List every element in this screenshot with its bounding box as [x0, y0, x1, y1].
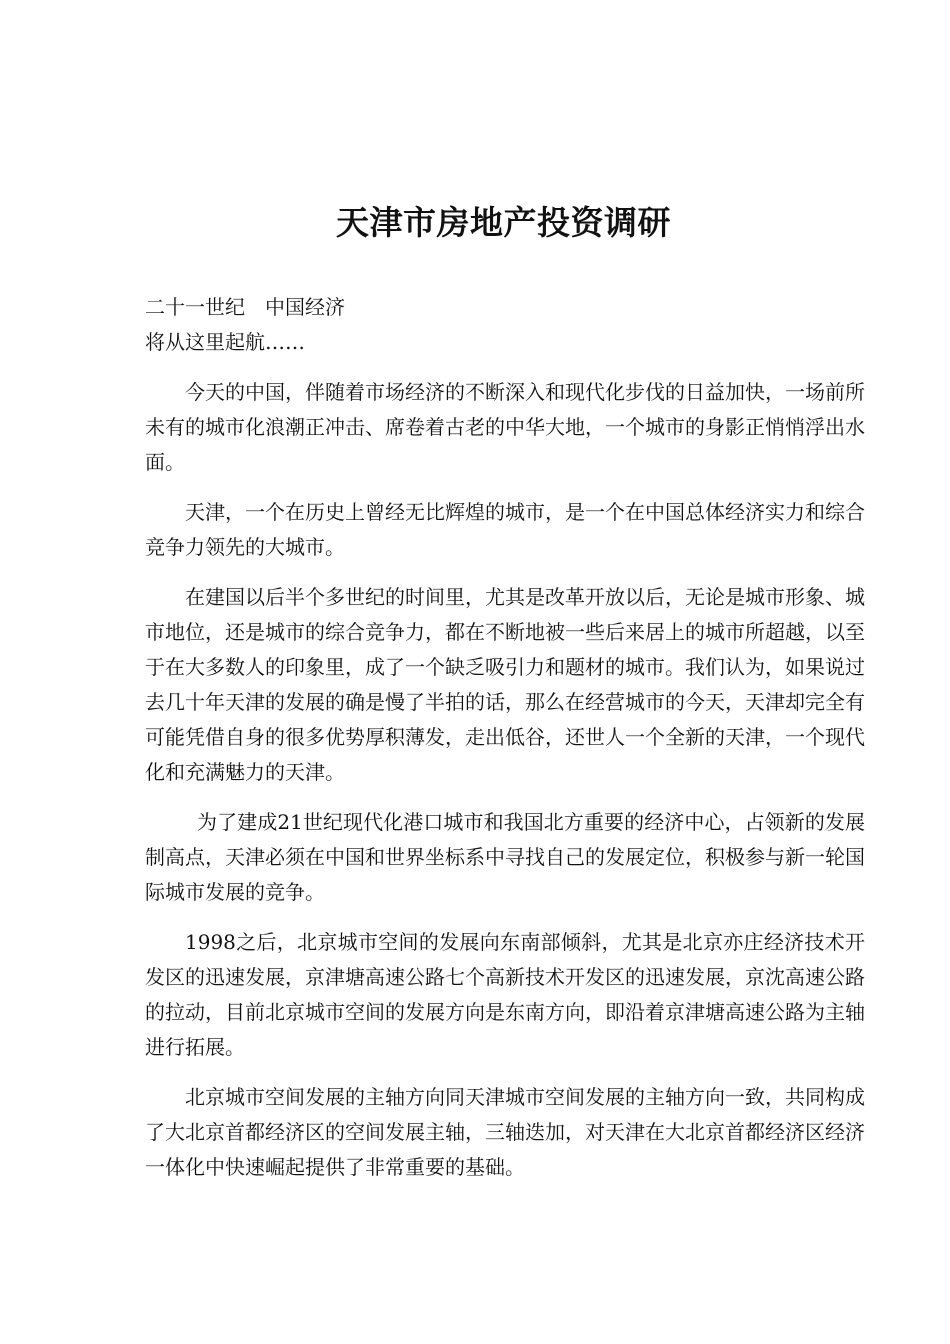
paragraph-5: 1998之后，北京城市空间的发展向东南部倾斜，尤其是北京亦庄经济技术开发区的迅速发展，京津塘高速公路七个高新技术开发区的迅速发展，京沈高速公路的拉动，目前北京城市空间的发展方向是东南方向，即沿着京津塘高速公路为主轴进行拓展。 [145, 930, 865, 1059]
paragraph-3: 在建国以后半个多世纪的时间里，尤其是改革开放以后，无论是城市形象、城市地位，还是城市的综合竞争力，都在不断地被一些后来居上的城市所超越，以至于在大多数人的印象里，成了一个缺乏吸引力和题材的城市。我们认为，如果说过去几十年天津的发展的确是慢了半拍的话，那么在经营城市的今天，天津却完全有可能凭借自身的很多优势厚积薄发，走出低谷，还世人一个全新的天津，一个现代化和充满魅力的天津。 [145, 585, 865, 784]
paragraph-4: 为了建成21世纪现代化港口城市和我国北方重要的经济中心，占领新的发展制高点，天津必须在中国和世界坐标系中寻找自己的发展定位，积极参与新一轮国际城市发展的竞争。 [145, 810, 865, 904]
title-container [336, 197, 696, 249]
paragraph-6: 北京城市空间发展的主轴方向同天津城市空间发展的主轴方向一致，共同构成了大北京首都经济区的空间发展主轴，三轴迭加，对天津在大北京首都经济区经济一体化中快速崛起提供了非常重要的基础。 [145, 1085, 865, 1179]
document-title: 天津市房地产投资调研 [336, 203, 671, 242]
document-body [145, 290, 865, 1200]
lead-line-1: 二十一世纪 中国经济 [145, 295, 345, 319]
paragraph-1: 今天的中国，伴随着市场经济的不断深入和现代化步伐的日益加快，一场前所未有的城市化浪潮正冲击、席卷着古老的中华大地，一个城市的身影正悄悄浮出水面。 [145, 380, 865, 474]
lead-line-2: 将从这里起航…… [145, 330, 305, 354]
paragraph-2: 天津，一个在历史上曾经无比辉煌的城市，是一个在中国总体经济实力和综合竞争力领先的大城市。 [145, 500, 865, 559]
